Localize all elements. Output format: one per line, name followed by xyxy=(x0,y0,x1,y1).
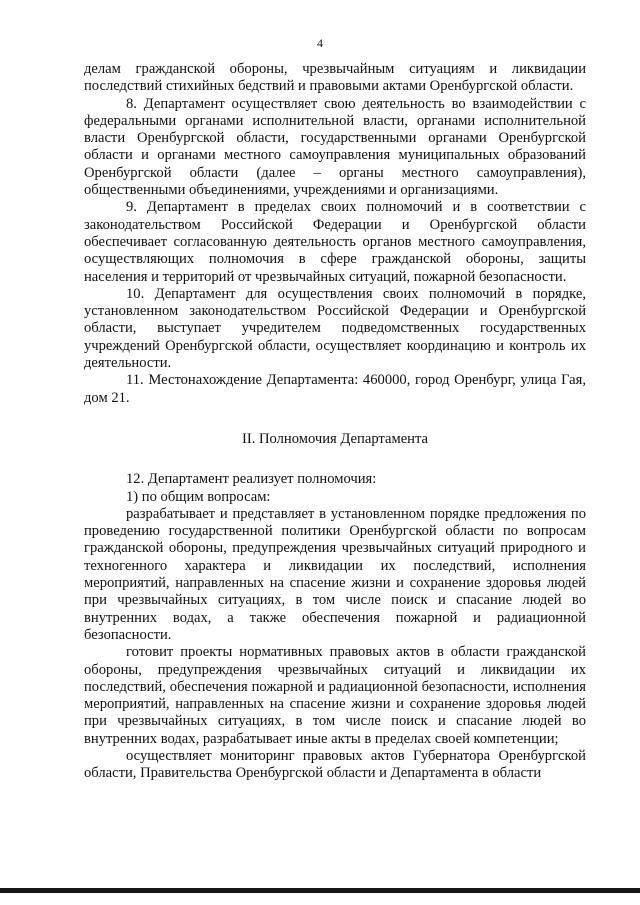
scan-bottom-edge xyxy=(0,888,640,893)
duty-monitors-acts: осуществляет мониторинг правовых актов Губернатора Оренбургской области, Правительства Оренбургской области и Департамента в области xyxy=(84,747,586,782)
subitem-1: 1) по общим вопросам: xyxy=(126,488,271,505)
document-body xyxy=(84,61,586,783)
duty-develops-proposals: разрабатывает и представляет в установленном порядке предложения по проведению государственной политики Оренбургской области по вопросам гражданской обороны, предупреждения чрезвычайных ситуаций природного и техногенного характера и ликвидации их последствий, исполнения мероприятий, направленных на спасение жизни и сохранение здоровья людей при чрезвычайных ситуациях, в том числе поиск и спасание людей во внутренних водах, а также обеспечения пожарной и радиационной безопасности. xyxy=(84,505,586,643)
paragraph-9: 9. Департамент в пределах своих полномочий и в соответствии с законодательством Российской Федерации и Оренбургской области обеспечивает согласованную деятельность органов местного самоуправления, осуществляющих полномочия в сфере гражданской обороны, защиты населения и территорий от чрезвычайных ситуаций, пожарной безопасности. xyxy=(84,199,586,285)
paragraph-10: 10. Департамент для осуществления своих полномочий в порядке, установленном законодательством Российской Федерации и Оренбургской области, выступает учредителем подведомственных государственных учреждений Оренбургской области, осуществляет координацию и контроль их деятельности. xyxy=(84,285,586,372)
paragraph-continuation: делам гражданской обороны, чрезвычайным ситуациям и ликвидации последствий стихийных бедствий и правовыми актами Оренбургской области. xyxy=(84,61,586,95)
paragraph-8: 8. Департамент осуществляет свою деятельность во взаимодействии с федеральными органами исполнительной власти, органами исполнительной власти Оренбургской области, государственными органами Оренбургской области и органами местного самоуправления муниципальных образований Оренбургской области (далее – органы местного самоуправления), общественными объединениями, учреждениями и организациями. xyxy=(84,95,586,199)
paragraph-11: 11. Местонахождение Департамента: 460000, город Оренбург, улица Гая, дом 21. xyxy=(84,372,586,406)
paragraph-12: 12. Департамент реализует полномочия: xyxy=(126,471,377,488)
duty-prepares-drafts: готовит проекты нормативных правовых актов в области гражданской обороны, предупреждения чрезвычайных ситуаций и ликвидации их последствий, обеспечения пожарной и радиационной безопасности, исполнения мероприятий, направленных на спасение жизни и сохранение здоровья людей при чрезвычайных ситуациях, в том числе поиск и спасание людей во внутренних водах, разрабатывает иные акты в пределах своей компетенции; xyxy=(84,644,586,747)
section-heading: II. Полномочия Департамента xyxy=(241,430,429,447)
page-number: 4 xyxy=(317,36,323,50)
